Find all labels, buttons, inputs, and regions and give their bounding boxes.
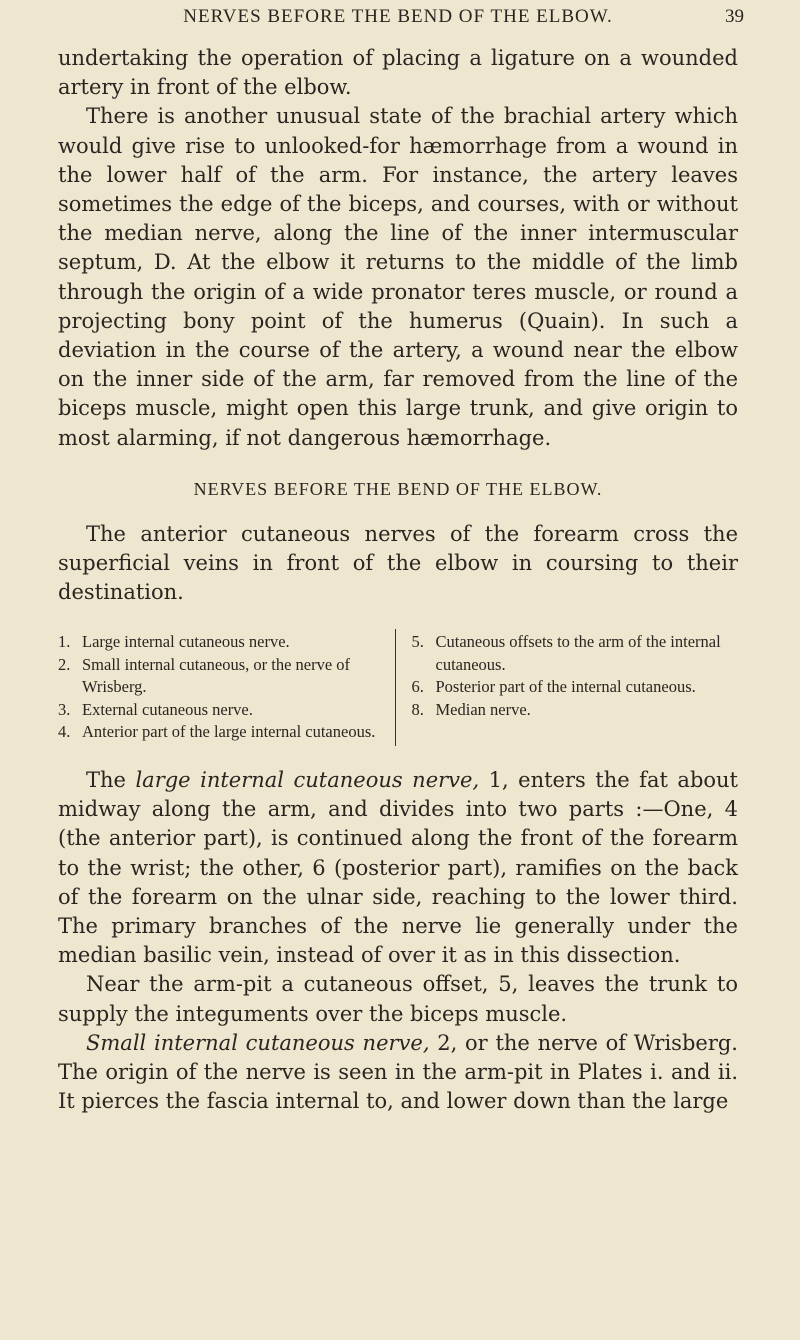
legend-text: Median nerve. bbox=[435, 699, 531, 719]
paragraph-rest: 1, enters the fat about midway along the arm, and divides into two parts :—One, 4 (the anterior part), is continued along the front of the forearm to the wrist; the other, 6 (posterior part), ramifies on the back of the forearm on the ulnar side, reaching to the lower third. The primary branches of the nerve lie generally under the median basilic vein, instead of over it as in this dissection. bbox=[58, 767, 738, 968]
legend-item bbox=[412, 699, 739, 722]
legend-number: 3. bbox=[58, 699, 71, 719]
legend-text: Anterior part of the large internal cutaneous. bbox=[82, 722, 376, 742]
figure-legend bbox=[58, 629, 738, 746]
section-heading: NERVES BEFORE THE BEND OF THE ELBOW. bbox=[193, 478, 603, 499]
paragraph-brachial-artery: There is another unusual state of the brachial artery which would give rise to unlooked-for hæmorrhage from a wound in the lower half of the arm. For instance, the artery leaves sometimes the edge of the biceps, and courses, with or without the median nerve, along the line of the inner intermuscular septum, D. At the elbow it returns to the middle of the limb through the origin of a wide pronator teres muscle, or round a projecting bony point of the humerus (Quain). In such a deviation in the course of the artery, a wound near the elbow on the inner side of the arm, far removed from the line of the biceps muscle, might open this large trunk, and give origin to most alarming, if not dangerous hæmorrhage. bbox=[58, 104, 738, 450]
running-head bbox=[58, 0, 744, 44]
legend-item bbox=[412, 676, 739, 699]
paragraph-small-internal-cutaneous bbox=[58, 1029, 738, 1117]
paragraph-cutaneous-offset: Near the arm-pit a cutaneous offset, 5, leaves the trunk to supply the integuments over the biceps muscle. bbox=[58, 972, 738, 1026]
legend-item bbox=[58, 631, 385, 654]
legend-text: Large internal cutaneous nerve. bbox=[82, 632, 290, 652]
paragraph-rest: 2, or the nerve of Wrisberg. The origin of the nerve is seen in the arm-pit in Plates i. and ii. It pierces the fascia internal to, and lower down than the large bbox=[58, 1030, 738, 1114]
legend-item bbox=[412, 631, 739, 676]
paragraph-continued: undertaking the operation of placing a ligature on a wounded artery in front of the elbow. bbox=[58, 46, 738, 100]
legend-text: External cutaneous nerve. bbox=[82, 699, 253, 719]
legend-number: 8. bbox=[411, 699, 424, 719]
paragraph-large-internal-cutaneous bbox=[58, 766, 738, 970]
legend-item bbox=[58, 721, 385, 744]
legend-text: Small internal cutaneous, or the nerve of Wrisberg. bbox=[82, 654, 351, 697]
paragraph-lead: The bbox=[86, 767, 136, 792]
page-number: 39 bbox=[725, 6, 744, 27]
italic-term: Small internal cutaneous nerve, bbox=[86, 1030, 430, 1055]
section-intro: The anterior cutaneous nerves of the forearm cross the superficial veins in front of the elbow in coursing to their destination. bbox=[58, 521, 738, 605]
legend-item bbox=[58, 654, 385, 699]
legend-item bbox=[58, 699, 385, 722]
legend-column-right bbox=[395, 629, 739, 746]
legend-number: 5. bbox=[411, 632, 424, 652]
legend-text: Cutaneous offsets to the arm of the internal cutaneous. bbox=[435, 632, 721, 674]
legend-number: 6. bbox=[411, 677, 424, 697]
legend-number: 1. bbox=[58, 632, 71, 652]
running-title: NERVES BEFORE THE BEND OF THE ELBOW. bbox=[183, 6, 613, 27]
legend-text: Posterior part of the internal cutaneous. bbox=[435, 677, 696, 697]
italic-term: large internal cutaneous nerve, bbox=[135, 767, 480, 792]
legend-number: 2. bbox=[58, 654, 71, 674]
legend-number: 4. bbox=[58, 722, 71, 742]
legend-column-left bbox=[58, 629, 395, 746]
